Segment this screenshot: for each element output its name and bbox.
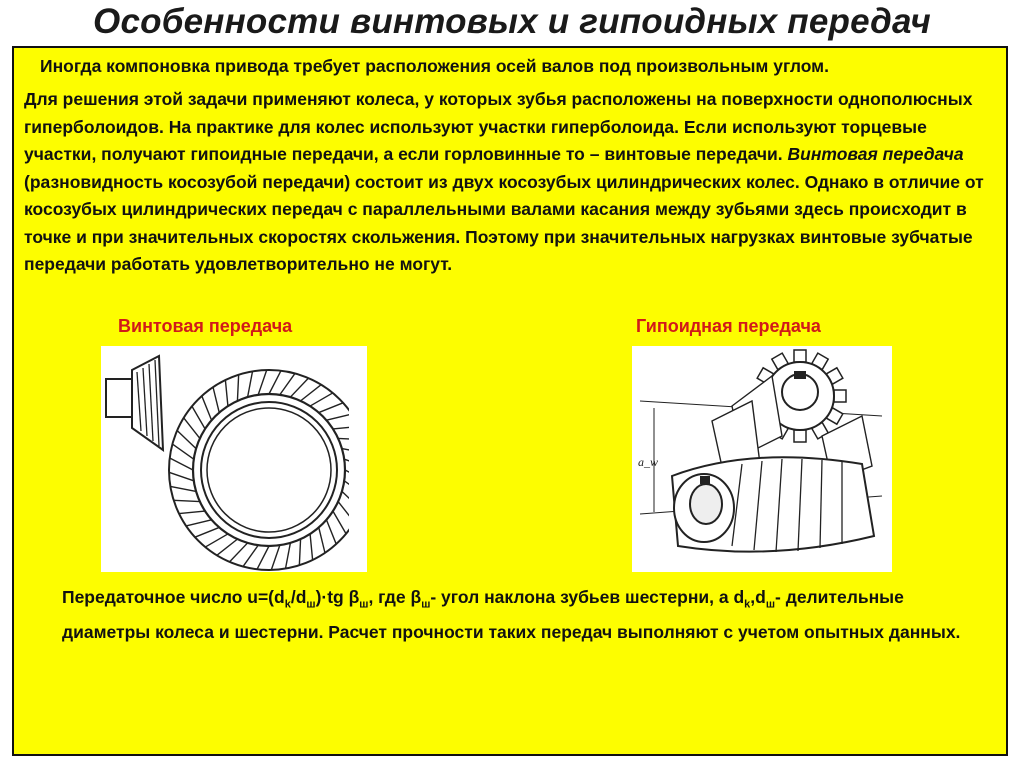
- formula-sub-sh3: ш: [421, 598, 431, 611]
- slide-title: Особенности винтовых и гипоидных передач: [93, 2, 931, 41]
- pinion-tooth: [834, 390, 846, 402]
- paragraph-italic-term: Винтовая передача: [787, 144, 964, 164]
- main-paragraph: [24, 86, 994, 279]
- paragraph-part1: Для решения этой задачи применяют колеса, у которых зубья расположены на поверхности однополюсных гиперболоидов. На практике для колес используют участки гиперболоида. Если используют торцевые участки, получают гипоидные передачи, а если горловинные то – винтовые передачи.: [24, 89, 973, 164]
- axis-distance-label: a_w: [638, 455, 659, 469]
- formula-description: - угол наклона зубьев шестерни, а d: [430, 587, 745, 607]
- pinion-tooth: [794, 430, 806, 442]
- screw-gear-drawing: [101, 346, 367, 572]
- paragraph-part2: (разновидность косозубой передачи) состоит из двух косозубых цилиндрических колес. Однако в отличие от косозубых цилиндрических передач с параллельными валами касания между зубьями здесь происходит в точке и при значительных скоростях скольжения. Поэтому при значительных нагрузках винтовые зубчатые передачи работать удовлетворительно не могут.: [24, 171, 984, 274]
- figure-left-label: Винтовая передача: [118, 316, 293, 336]
- hypoid-gear-drawing: [632, 346, 892, 572]
- formula-sub-k2: k: [744, 598, 751, 611]
- formula-sub-k: k: [284, 598, 291, 611]
- formula-sub-sh4: ш: [765, 598, 776, 611]
- pinion-tooth: [794, 350, 806, 362]
- formula-where: , где β: [368, 587, 422, 607]
- screw-gear-figure: [101, 346, 367, 572]
- gear-ratio-formula: [62, 584, 962, 646]
- formula-tg: )·tg β: [315, 587, 360, 607]
- figure-right-label: Гипоидная передача: [636, 316, 821, 336]
- formula-rest: - делительные диаметры колеса и шестерни. Расчет прочности таких передач выполняют с учетом опытных данных.: [62, 587, 961, 642]
- formula-sub-sh2: ш: [359, 598, 369, 611]
- intro-text: Иногда компоновка привода требует расположения осей валов под произвольным углом.: [40, 56, 829, 76]
- formula-sub-sh: ш: [306, 598, 316, 611]
- hypoid-gear-figure: [632, 346, 892, 572]
- formula-comma: ,d: [750, 587, 766, 607]
- formula-prefix: Передаточное число u=(d: [62, 587, 285, 607]
- formula-slash: /d: [290, 587, 307, 607]
